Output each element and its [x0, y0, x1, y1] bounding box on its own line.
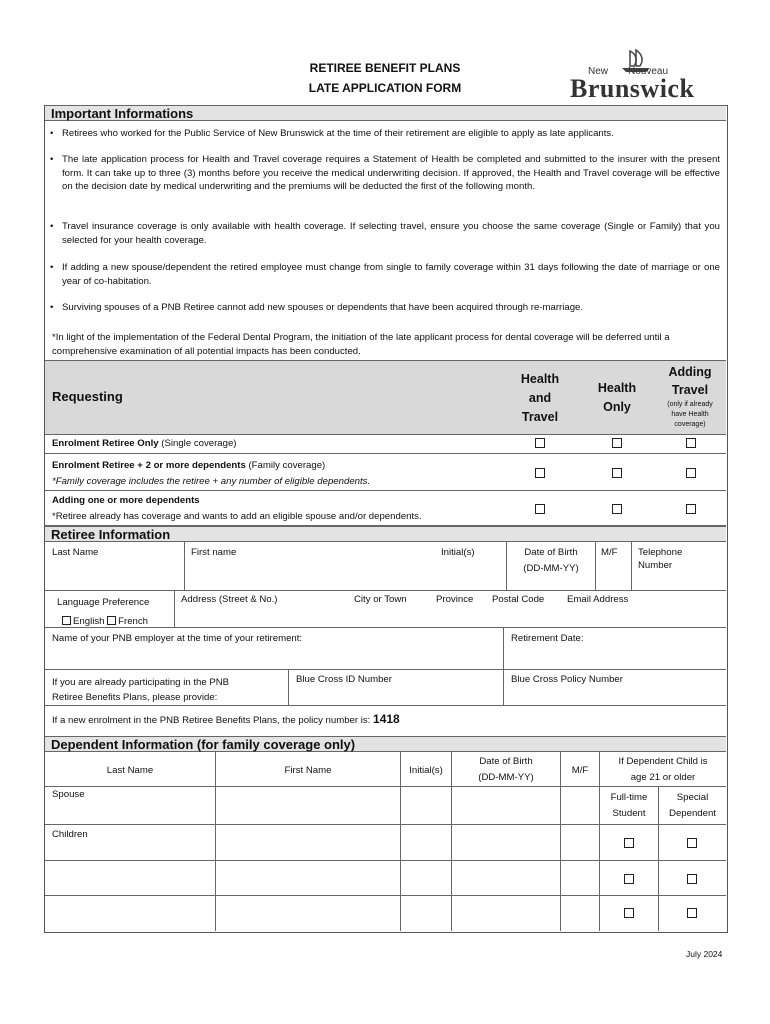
retiree-mf-label: M/F: [601, 547, 618, 558]
req-row-2-note: *Family coverage includes the retiree + any number of eligible dependents.: [52, 476, 371, 487]
dental-note: *In light of the implementation of the Federal Dental Program, the initiation of the late applicant process for dental coverage will be deferred until a comprehensive examination of all potential impacts has been conducted.: [52, 332, 670, 357]
dep-first-name-label: First Name: [284, 765, 332, 776]
children-label: Children: [52, 829, 88, 840]
bullet-3: • Travel insurance coverage is only available with health coverage. If selecting travel, ensure you choose the same coverage (Single or Family) that you selected for your health coverage.: [50, 221, 720, 246]
bullet-5: • Surviving spouses of a PNB Retiree cannot add new spouses or dependents that have been acquired through re-marriage.: [50, 302, 584, 313]
address-label: Address (Street & No.): [181, 594, 278, 605]
checkbox-single-health-travel[interactable]: [535, 438, 545, 448]
dep-last-name-label: Last Name: [106, 765, 154, 776]
form-title-line2: LATE APPLICATION FORM: [308, 81, 462, 95]
language-label: Language Preference: [57, 597, 150, 608]
bullet-1: • Retirees who worked for the Public Service of New Brunswick at the time of their retirement are eligible to apply as late applicants.: [50, 128, 614, 139]
requesting-label: Requesting: [52, 389, 123, 404]
checkbox-family-health-only[interactable]: [612, 468, 622, 478]
employer-label: Name of your PNB employer at the time of your retirement:: [52, 633, 303, 644]
req-row-3-note: *Retiree already has coverage and wants to add an eligible spouse and/or dependents.: [52, 511, 422, 522]
fulltime-student-label: Full-time Student: [610, 792, 648, 819]
bluecross-policy-label: Blue Cross Policy Number: [511, 674, 623, 685]
form-title-line1: RETIREE BENEFIT PLANS: [309, 61, 461, 75]
checkbox-child3-special[interactable]: [687, 908, 697, 918]
checkbox-child2-fulltime[interactable]: [624, 874, 634, 884]
dep-initials-label: Initial(s): [409, 765, 443, 776]
bullet-2: • The late application process for Health and Travel coverage requires a Statement of Health be completed and submitted to the insurer with the present form. It can take up to three (3) months before you receive the medical underwriting decision. If approved, the Health and Travel coverage will be effective on the decision date by medical underwriting and the premiums will be deducted the first of the following month.: [50, 154, 720, 192]
postal-label: Postal Code: [492, 594, 545, 605]
retiree-dob-label: Date of Birth (DD-MM-YY): [523, 547, 579, 574]
checkbox-child1-fulltime[interactable]: [624, 838, 634, 848]
checkbox-family-adding-travel[interactable]: [686, 468, 696, 478]
policy-number: 1418: [373, 712, 400, 726]
retirement-date-label: Retirement Date:: [511, 633, 584, 644]
dep-mf-label: M/F: [571, 765, 589, 776]
english-label: English: [73, 616, 105, 627]
bullet-4: • If adding a new spouse/dependent the retired employee must change from single to family coverage within 31 days following the date of marriage or one year of co-habitation.: [50, 262, 720, 287]
checkbox-child2-special[interactable]: [687, 874, 697, 884]
logo-new: New: [588, 66, 609, 77]
req-row-3-label: Adding one or more dependents: [52, 495, 200, 506]
important-heading: Important Informations: [45, 105, 726, 121]
retiree-initials-label: Initial(s): [441, 547, 475, 558]
special-dependent-label: Special Dependent: [669, 792, 716, 819]
logo-brunswick: Brunswick: [570, 74, 695, 103]
req-row-1-label: Enrolment Retiree Only (Single coverage): [52, 438, 237, 449]
checkbox-family-health-travel[interactable]: [535, 468, 545, 478]
checkbox-french[interactable]: [107, 616, 116, 625]
french-label: French: [118, 616, 148, 627]
retiree-telephone-label: Telephone Number: [638, 547, 683, 571]
spouse-label: Spouse: [52, 789, 85, 800]
col-health-travel: Health and Travel: [520, 372, 560, 424]
bluecross-id-label: Blue Cross ID Number: [296, 674, 392, 685]
col-health-only: Health Only: [597, 381, 637, 414]
req-row-2-label: Enrolment Retiree + 2 or more dependents (Family coverage): [52, 460, 326, 471]
dep-dob-label: Date of Birth (DD-MM-YY): [478, 756, 534, 783]
dep-child21-label: If Dependent Child is age 21 or older: [618, 756, 708, 783]
nb-logo: [570, 48, 710, 103]
checkbox-adding-health-only[interactable]: [612, 504, 622, 514]
checkbox-single-adding-travel[interactable]: [686, 438, 696, 448]
participating-label: If you are already participating in the PNB Retiree Benefits Plans, please provide:: [52, 677, 230, 703]
checkbox-adding-adding-travel[interactable]: [686, 504, 696, 514]
col-adding-travel: Adding Travel: [668, 365, 712, 397]
retiree-heading: Retiree Information: [45, 526, 726, 542]
col-adding-note: (only if already have Health coverage): [667, 401, 713, 428]
checkbox-child3-fulltime[interactable]: [624, 908, 634, 918]
checkbox-single-health-only[interactable]: [612, 438, 622, 448]
new-enrolment-label: If a new enrolment in the PNB Retiree Benefits Plans, the policy number is: 1418: [52, 712, 400, 726]
logo-nouveau: Nouveau: [628, 66, 669, 77]
city-label: City or Town: [354, 594, 407, 605]
checkbox-child1-special[interactable]: [687, 838, 697, 848]
dependent-heading: Dependent Information (for family coverage only): [45, 736, 726, 752]
checkbox-english[interactable]: [62, 616, 71, 625]
footer-date: July 2024: [686, 949, 723, 959]
province-label: Province: [436, 594, 474, 605]
email-label: Email Address: [567, 594, 629, 605]
retiree-first-name-label: First name: [191, 547, 237, 558]
checkbox-adding-health-travel[interactable]: [535, 504, 545, 514]
retiree-last-name-label: Last Name: [52, 547, 99, 558]
